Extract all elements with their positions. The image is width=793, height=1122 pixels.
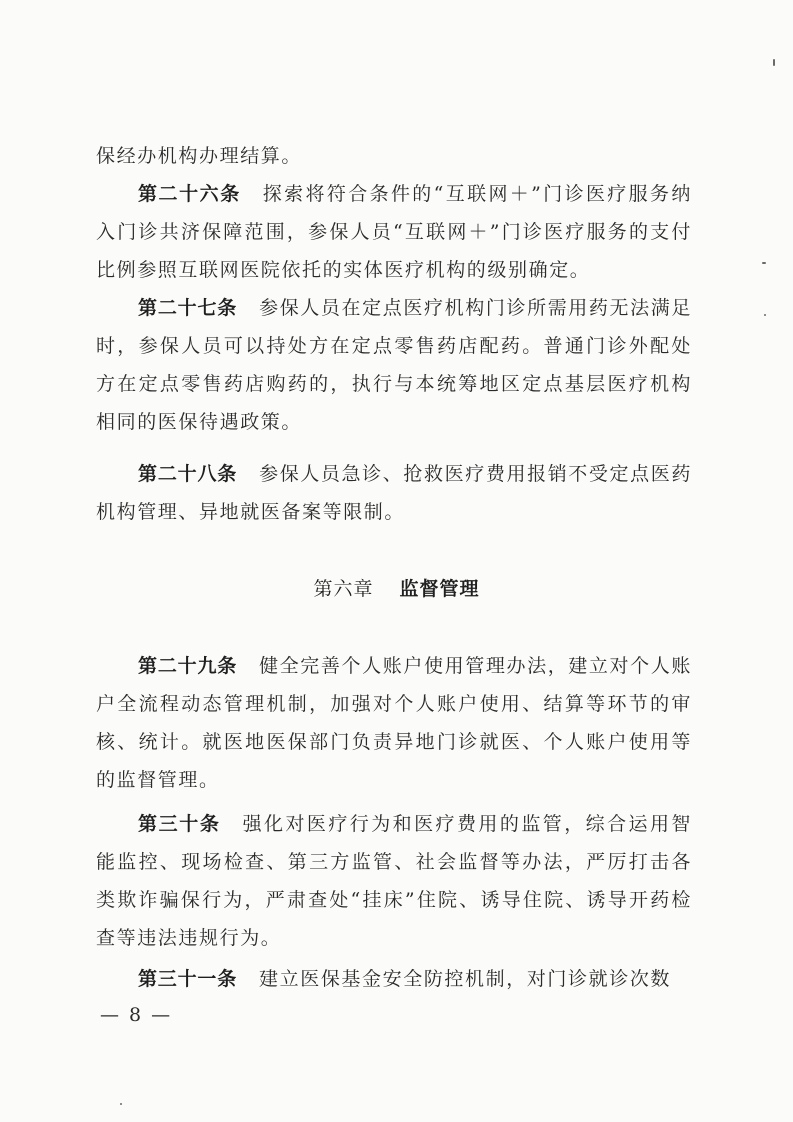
article-27-text: 参保人员在定点医疗机构门诊所需用药无法满足时，参保人员可以持处方在定点零售药店配药。普通门诊外配处方在定点零售药店购药的，执行与本统筹地区定点基层医疗机构相同的医保待遇政策。 xyxy=(96,297,692,433)
scan-speck xyxy=(120,1103,122,1105)
article-30 xyxy=(96,805,692,957)
article-30-text: 强化对医疗行为和医疗费用的监管，综合运用智能监控、现场检查、第三方监管、社会监督等办法，严厉打击各类欺诈骗保行为，严肃查处“挂床”住院、诱导住院、诱导开药检查等违法违规行为。 xyxy=(96,813,693,949)
chapter-title: 监督管理 xyxy=(399,578,480,600)
continuation-text: 保经办机构办理结算。 xyxy=(96,145,303,167)
article-26 xyxy=(96,175,692,289)
article-31-text: 建立医保基金安全防控机制，对门诊就诊次数 xyxy=(259,968,672,990)
continuation-paragraph xyxy=(96,137,692,175)
article-28 xyxy=(96,455,692,531)
article-29-text: 健全完善个人账户使用管理办法，建立对个人账户全流程动态管理机制，加强对个人账户使用、结算等环节的审核、统计。就医地医保部门负责异地门诊就医、个人账户使用等的监督管理。 xyxy=(96,655,692,791)
article-26-text: 探索将符合条件的“互联网＋”门诊医疗服务纳入门诊共济保障范围，参保人员“互联网＋”门诊医疗服务的支付比例参照互联网医院依托的实体医疗机构的级别确定。 xyxy=(96,183,692,281)
article-31 xyxy=(96,960,692,998)
page-number: — 8 — xyxy=(100,1004,173,1026)
article-27-label: 第二十七条 xyxy=(138,297,238,319)
scan-speck xyxy=(773,59,775,66)
article-31-label: 第三十一条 xyxy=(138,968,238,990)
article-26-label: 第二十六条 xyxy=(138,183,241,205)
article-29-label: 第二十九条 xyxy=(138,655,238,677)
chapter-heading xyxy=(0,572,793,606)
chapter-number: 第六章 xyxy=(313,578,374,600)
article-27 xyxy=(96,289,692,441)
scan-speck xyxy=(762,262,766,264)
article-28-label: 第二十八条 xyxy=(138,463,238,485)
article-29 xyxy=(96,647,692,799)
article-30-label: 第三十条 xyxy=(138,813,221,835)
scan-speck xyxy=(764,314,766,316)
article-28-text: 参保人员急诊、抢救医疗费用报销不受定点医药机构管理、异地就医备案等限制。 xyxy=(96,463,692,523)
